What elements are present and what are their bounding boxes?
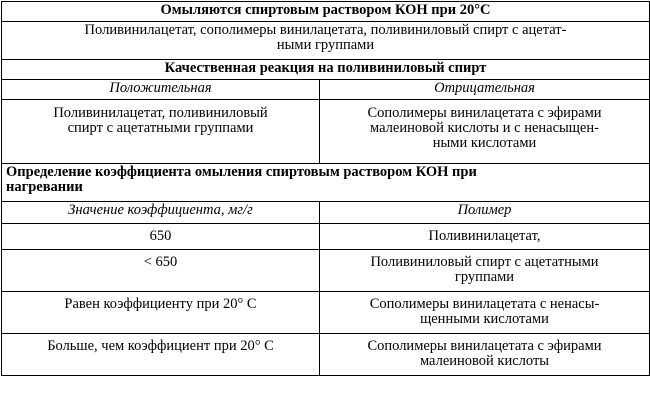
cell-text: Поливинилацетат, сополимеры винилацетата, поливиниловый спирт с ацетат-	[84, 22, 567, 38]
table-row	[2, 202, 650, 224]
table-cell	[2, 334, 320, 376]
table-cell	[2, 224, 320, 250]
table-cell	[320, 292, 650, 334]
table-row	[2, 292, 650, 334]
section-header-text: Омыляются спиртовым раствором КОН при 20°С	[160, 2, 491, 18]
table-row	[2, 224, 650, 250]
section-header	[2, 2, 650, 22]
column-header-text: Положительная	[109, 80, 212, 96]
column-header	[320, 80, 650, 100]
table-row	[2, 60, 650, 80]
column-header	[2, 80, 320, 100]
table-cell	[320, 100, 650, 164]
section-header	[2, 60, 650, 80]
cell-text: Сополимеры винилацетата с эфирами	[367, 338, 602, 354]
section-header	[2, 164, 650, 202]
reaction-table	[1, 1, 650, 376]
cell-text: Больше, чем коэффициент при 20° С	[47, 338, 274, 354]
table-row	[2, 2, 650, 22]
table-row	[2, 164, 650, 202]
table-row	[2, 334, 650, 376]
table-cell	[2, 100, 320, 164]
column-header	[320, 202, 650, 224]
cell-text: Поливинилацетат, поливиниловый	[53, 105, 268, 121]
table-cell	[320, 250, 650, 292]
column-header-text: Отрицательная	[434, 80, 535, 96]
cell-text: Равен коэффициенту при 20° С	[64, 296, 257, 312]
cell-text: Сополимеры винилацетата с ненасы-	[369, 296, 600, 312]
cell-text: малеиновой кислоты и с ненасыщен-	[370, 120, 599, 136]
table-row	[2, 80, 650, 100]
column-header	[2, 202, 320, 224]
table-row	[2, 22, 650, 60]
cell-text: Поливиниловый спирт с ацетатными	[370, 254, 599, 270]
table-cell	[2, 250, 320, 292]
cell-text: группами	[454, 269, 515, 285]
column-header-text: Полимер	[457, 202, 512, 218]
section-header-text: Определение коэффициента омыления спиртовым раствором КОН при	[6, 164, 477, 180]
section-header-text: нагревании	[6, 179, 83, 195]
table-row	[2, 100, 650, 164]
cell-text: 650	[149, 228, 172, 244]
table-cell	[320, 334, 650, 376]
table-row	[2, 250, 650, 292]
table-cell	[2, 292, 320, 334]
cell-text: ными кислотами	[432, 135, 537, 151]
cell-text: Поливинилацетат,	[428, 228, 541, 244]
column-header-text: Значение коэффициента, мг/г	[68, 202, 253, 218]
cell-text: < 650	[143, 254, 178, 270]
table-cell	[2, 22, 650, 60]
cell-text: спирт с ацетатными группами	[67, 120, 254, 136]
cell-text: щенными кислотами	[420, 311, 549, 327]
section-header-text: Качественная реакция на поливиниловый спирт	[164, 60, 487, 76]
cell-text: Сополимеры винилацетата с эфирами	[367, 105, 602, 121]
cell-text: ными группами	[276, 37, 375, 53]
cell-text: малеиновой кислоты	[419, 353, 550, 369]
table-cell	[320, 224, 650, 250]
